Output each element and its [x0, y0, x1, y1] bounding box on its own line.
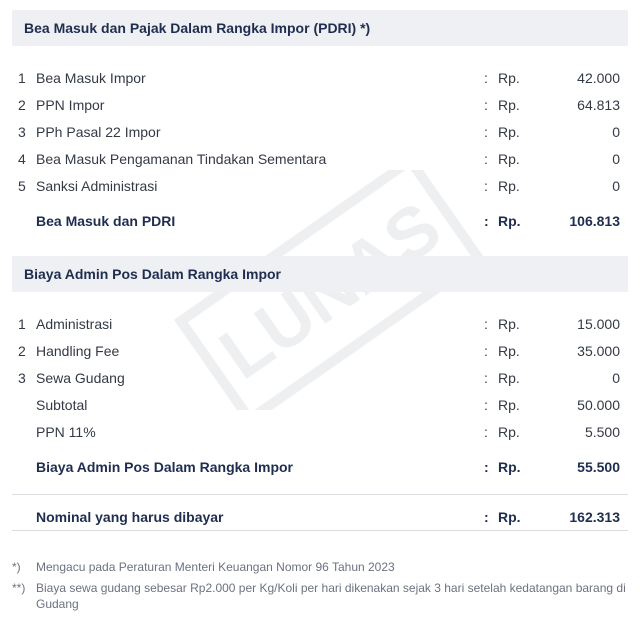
table-row: 3 PPh Pasal 22 Impor : Rp. 0 — [12, 118, 628, 145]
total-amount: 106.813 — [569, 212, 620, 229]
row-label: Subtotal — [36, 396, 88, 413]
divider — [12, 494, 628, 495]
row-label: PPN 11% — [36, 423, 96, 440]
grand-total-label: Nominal yang harus dibayar — [36, 508, 224, 525]
row-amount: 0 — [612, 150, 620, 167]
footnote: *) Mengacu pada Peraturan Menteri Keuangan Nomor 96 Tahun 2023 — [12, 560, 395, 574]
footnotes — [12, 531, 628, 612]
table-row: Subtotal : Rp. 50.000 — [12, 391, 628, 418]
footnote: **) Biaya sewa gudang sebesar Rp2.000 per Kg/Koli per hari dikenakan sejak 3 hari setelah kedatangan barang di Gudang — [12, 581, 626, 611]
table-row: 3 Sewa Gudang : Rp. 0 — [12, 364, 628, 391]
row-amount: 15.000 — [577, 315, 620, 332]
pdri-section-title: Bea Masuk dan Pajak Dalam Rangka Impor (PDRI) *) — [12, 10, 628, 46]
total-label: Bea Masuk dan PDRI — [36, 212, 176, 229]
grand-total-row: Nominal yang harus dibayar : Rp. 162.313 — [12, 503, 628, 530]
table-row: 5 Sanksi Administrasi : Rp. 0 — [12, 172, 628, 199]
row-label: Sanksi Administrasi — [36, 177, 158, 194]
grand-total-amount: 162.313 — [569, 508, 620, 525]
row-label: PPh Pasal 22 Impor — [36, 123, 161, 140]
row-amount: 50.000 — [577, 396, 620, 413]
row-amount: 35.000 — [577, 342, 620, 359]
row-label: Handling Fee — [36, 342, 120, 359]
admin-pos-section — [12, 256, 628, 480]
admin-pos-section-title: Biaya Admin Pos Dalam Rangka Impor — [12, 256, 628, 292]
row-label: Sewa Gudang — [36, 369, 125, 386]
table-row: 4 Bea Masuk Pengamanan Tindakan Sementara : Rp. 0 — [12, 145, 628, 172]
row-amount: 0 — [612, 177, 620, 194]
table-row: PPN 11% : Rp. 5.500 — [12, 418, 628, 445]
row-amount: 0 — [612, 123, 620, 140]
row-amount: 64.813 — [577, 96, 620, 113]
table-row: 2 Handling Fee : Rp. 35.000 — [12, 337, 628, 364]
admin-pos-total-row: Biaya Admin Pos Dalam Rangka Impor : Rp. 55.500 — [12, 453, 628, 480]
row-label: Bea Masuk Impor — [36, 69, 146, 86]
row-label: Bea Masuk Pengamanan Tindakan Sementara — [36, 150, 327, 167]
grand-total-block — [12, 494, 628, 531]
pdri-section — [12, 10, 628, 234]
total-label: Biaya Admin Pos Dalam Rangka Impor — [36, 458, 293, 475]
total-amount: 55.500 — [577, 458, 620, 475]
table-row: 1 Bea Masuk Impor : Rp. 42.000 — [12, 64, 628, 91]
row-amount: 5.500 — [584, 423, 620, 440]
table-row: 1 Administrasi : Rp. 15.000 — [12, 310, 628, 337]
table-row: 2 PPN Impor : Rp. 64.813 — [12, 91, 628, 118]
row-label: PPN Impor — [36, 96, 105, 113]
row-amount: 0 — [612, 369, 620, 386]
pdri-total-row: Bea Masuk dan PDRI : Rp. 106.813 — [12, 207, 628, 234]
row-amount: 42.000 — [577, 69, 620, 86]
row-label: Administrasi — [36, 315, 113, 332]
